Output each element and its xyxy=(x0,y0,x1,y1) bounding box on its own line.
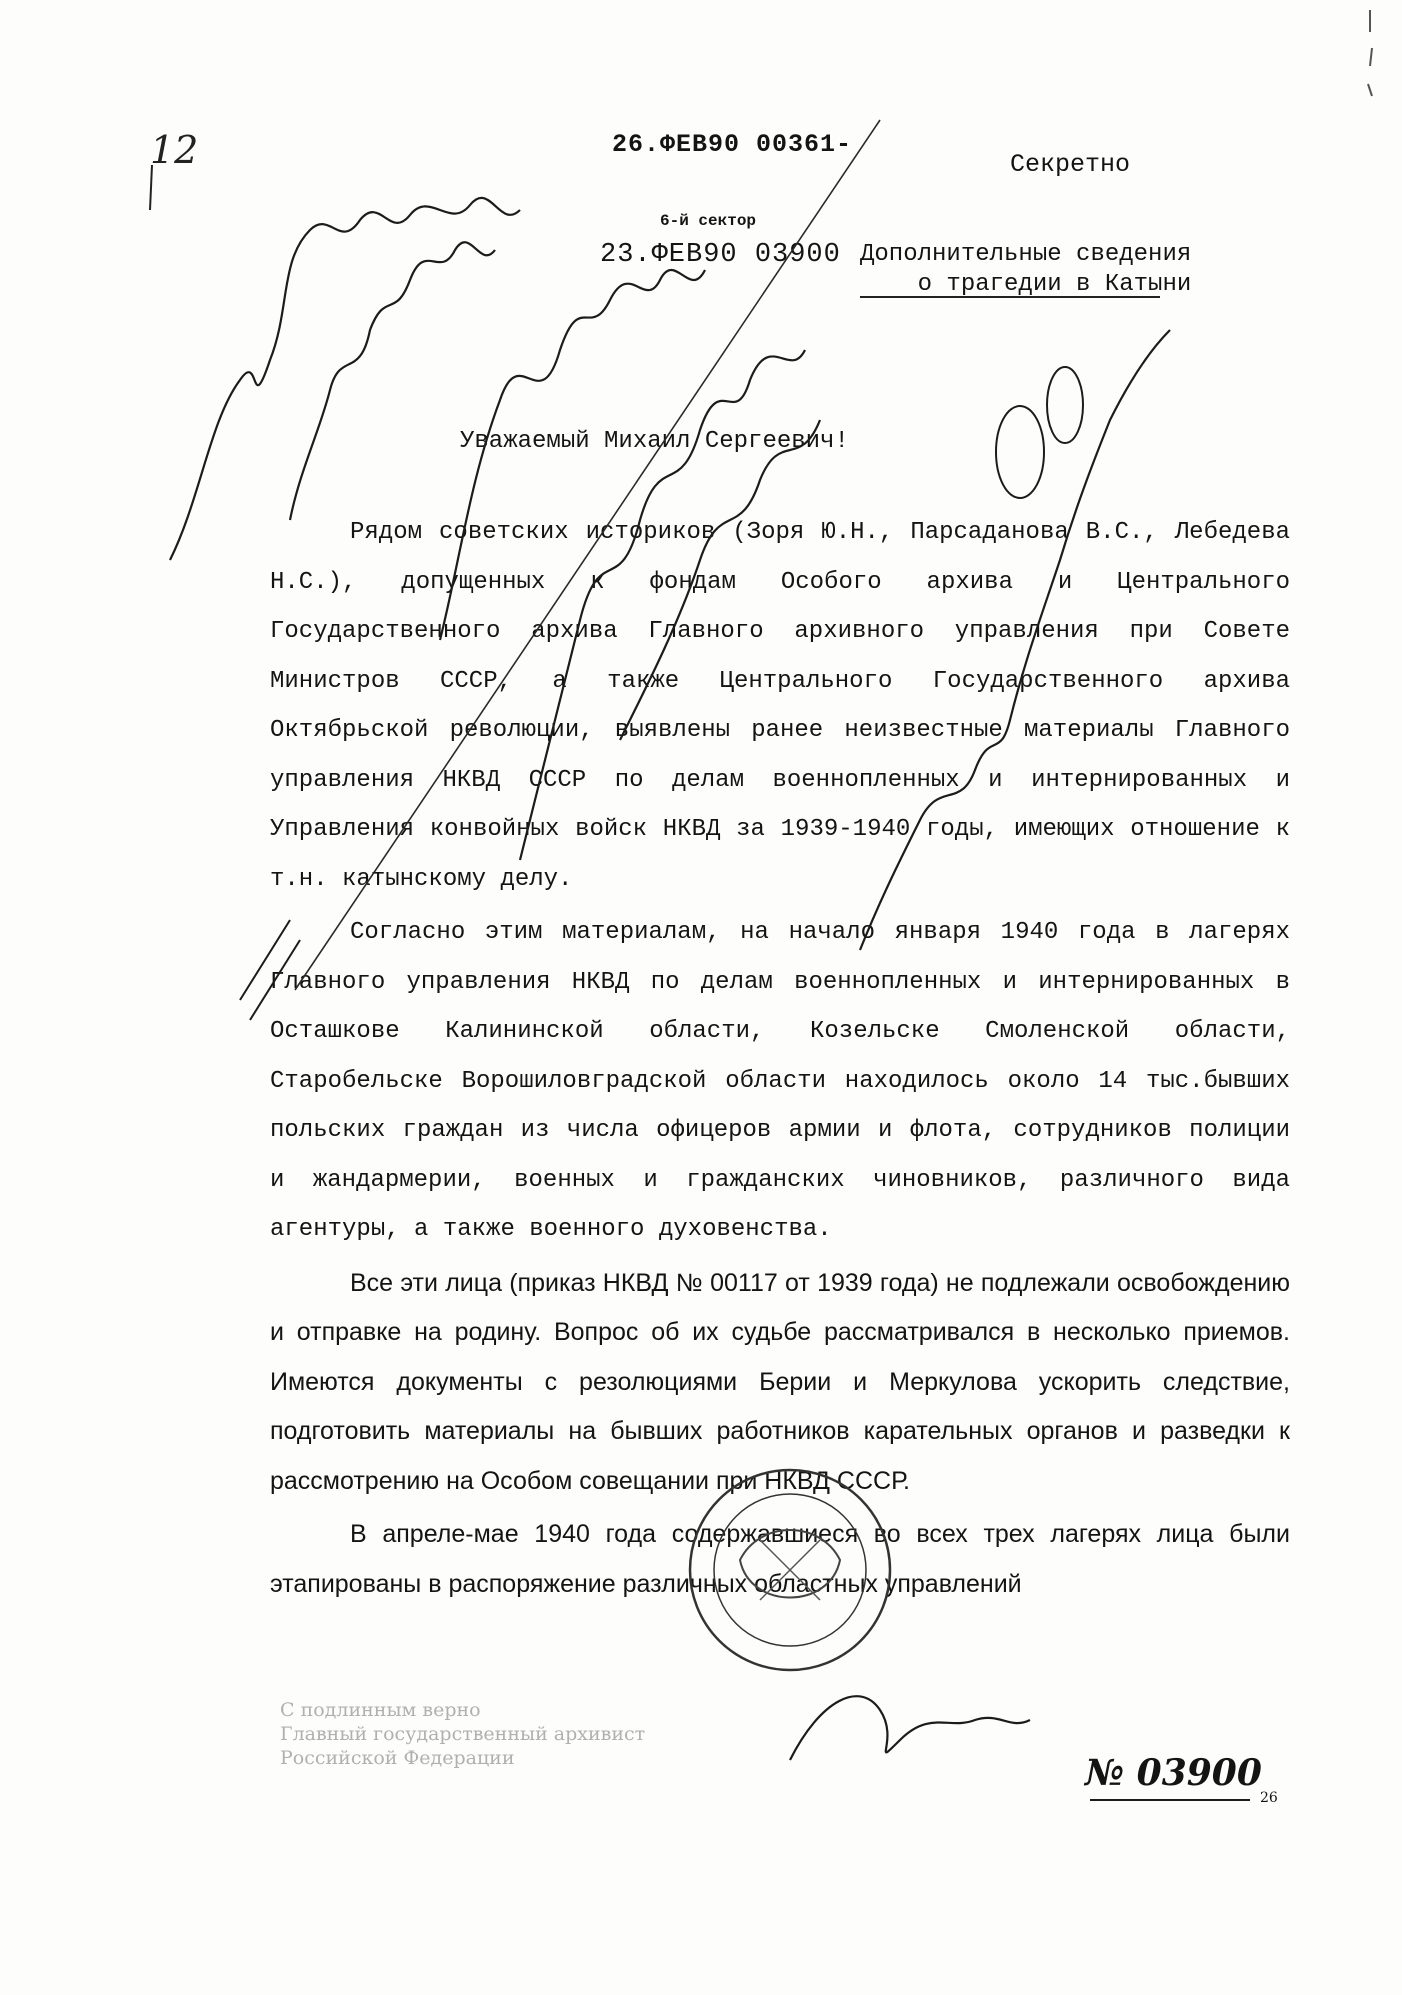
certification-line: Главный государственный архивист xyxy=(280,1723,646,1745)
paragraph: Все эти лица (приказ НКВД № 00117 от 1939 года) не подлежали освобождению и отправке на родину. Вопрос об их судьбе рассматривался в несколько приемов. Имеются документы с резолюциями Берии и Меркулова ускорить следствие, подготовить материалы на бывших работников карательных органов и разведки к рассмотрению на Особом совещании при НКВД СССР. xyxy=(270,1268,1290,1495)
signature-scrawl xyxy=(170,198,520,560)
signature-scrawl xyxy=(790,1696,1030,1760)
signature-loop xyxy=(996,406,1044,498)
signature-loop xyxy=(1047,367,1083,443)
handwritten-page-number: 12 xyxy=(150,128,199,172)
salutation: Уважаемый Михаил Сергеевич! xyxy=(460,428,849,455)
incoming-stamp: 23.ФЕВ90 03900 xyxy=(600,240,841,270)
registration-stamp: 26.ФЕВ90 00361- xyxy=(612,130,853,159)
margin-strokes xyxy=(240,920,300,1020)
margin-mark xyxy=(150,165,152,210)
archive-seal xyxy=(690,1470,890,1670)
signature-scrawl xyxy=(440,270,705,640)
subject-line-2: о трагедии в Катыни xyxy=(917,271,1192,298)
corner-marks xyxy=(1368,10,1372,96)
certification-line: С подлинным верно xyxy=(280,1699,481,1721)
signature-scrawl xyxy=(620,420,820,740)
document-number: № 03900 xyxy=(1085,1752,1262,1794)
subject-line-1: Дополнительные сведения xyxy=(860,241,1192,268)
signature-scrawl xyxy=(520,350,805,860)
paragraph: Согласно этим материалам, на начало января 1940 года в лагерях Главного управления НКВД по делам военнопленных и интернированных в Осташкове Калининской области, Козельске Смоленской области, Старобельске Ворошиловградской области находилось около 14 тыс.бывших польских граждан из числа офицеров армии и флота, сотрудников полиции и жандармерии, военных и гражданских чиновников, различного вида агентуры, а также военного духовенства. xyxy=(270,919,1290,1243)
document-number-suffix: 26 xyxy=(1260,1790,1278,1806)
paragraph: Рядом советских историков (Зоря Ю.Н., Парсаданова В.С., Лебедева Н.С.), допущенных к фондам Особого архива и Центрального Государственного архива Главного архивного управления при Совете Министров СССР, а также Центрального Государственного архива Октябрьской революции, выявлены ранее неизвестные материалы Главного управления НКВД СССР по делам военнопленных и интернированных и Управления конвойных войск НКВД за 1939-1940 годы, имеющих отношение к т.н. катынскому делу. xyxy=(270,519,1290,893)
certification-line: Российской Федерации xyxy=(280,1747,515,1769)
signature-scrawl xyxy=(290,242,495,520)
classification-label: Секретно xyxy=(1010,150,1131,179)
diagonal-resolution-line xyxy=(295,120,880,990)
sector-stamp: 6-й сектор xyxy=(660,212,757,230)
signature-scrawl xyxy=(860,330,1170,950)
paragraph: В апреле-мае 1940 года содержавшиеся во всех трех лагерях лица были этапированы в распоряжение различных областных управлений xyxy=(270,1520,1290,1598)
